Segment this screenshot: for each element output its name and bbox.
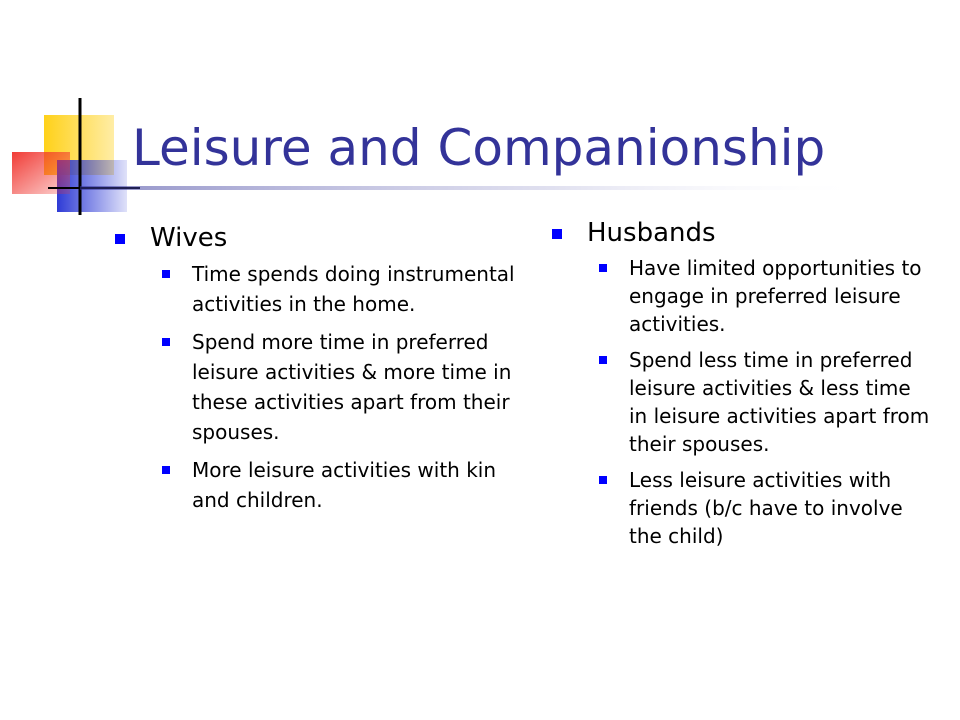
- husbands-column: [552, 216, 932, 558]
- title-underline: [80, 186, 870, 190]
- list-item: [150, 455, 525, 515]
- square-bullet-icon: [552, 229, 562, 239]
- husbands-bullet-list: [587, 254, 932, 550]
- list-item-text: Have limited opportunities to engage in preferred leisure activities.: [629, 256, 922, 336]
- list-item-text: Less leisure activities with friends (b/c have to involve the child): [629, 468, 903, 548]
- wives-heading-item: [115, 221, 525, 515]
- square-bullet-icon: [115, 234, 125, 244]
- list-item: [587, 346, 932, 458]
- list-item-text: More leisure activities with kin and children.: [192, 458, 497, 512]
- corner-decoration: [0, 0, 140, 240]
- list-item: [587, 254, 932, 338]
- square-bullet-icon: [162, 270, 170, 278]
- list-item: [587, 466, 932, 550]
- list-item: [150, 327, 525, 447]
- square-bullet-icon: [599, 476, 607, 484]
- list-item-text: Spend more time in preferred leisure activities & more time in these activities apart from their spouses.: [192, 330, 512, 444]
- list-item-text: Time spends doing instrumental activities in the home.: [192, 262, 515, 316]
- husbands-heading: Husbands: [587, 218, 716, 248]
- square-bullet-icon: [162, 466, 170, 474]
- square-bullet-icon: [162, 338, 170, 346]
- list-item-text: Spend less time in preferred leisure activities & less time in leisure activities apart from their spouses.: [629, 348, 930, 456]
- square-bullet-icon: [599, 264, 607, 272]
- square-bullet-icon: [599, 356, 607, 364]
- wives-column: [115, 221, 525, 523]
- slide-title: Leisure and Companionship: [132, 119, 826, 177]
- wives-heading: Wives: [150, 223, 228, 253]
- wives-bullet-list: [150, 259, 525, 515]
- list-item: [150, 259, 525, 319]
- husbands-heading-item: [552, 216, 932, 550]
